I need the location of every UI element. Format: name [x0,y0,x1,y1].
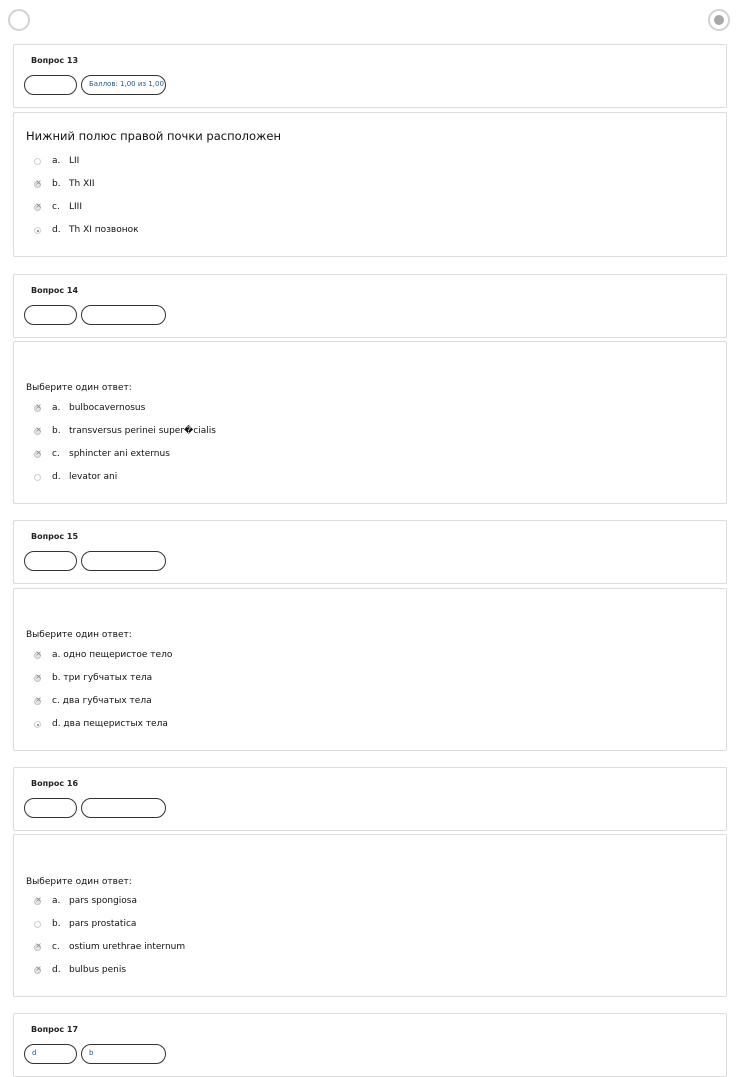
grade-pill[interactable]: d [24,1044,77,1064]
option-text: LII [69,156,80,166]
radio-button[interactable] [34,944,41,951]
score-pill[interactable]: b [81,1044,166,1064]
grade-pill[interactable] [24,798,77,818]
option-text: sphincter ani externus [69,449,170,459]
option-letter: d. [52,225,61,235]
option-letter: c. [52,449,60,459]
radio-button[interactable] [34,921,41,928]
option-letter: d. [52,472,61,482]
option-letter: b. [52,179,61,189]
question-14-info [13,274,727,338]
top-navigation [0,0,740,42]
option-text: a. одно пещеристое тело [52,650,173,660]
question-15-info [13,520,727,584]
score-pill[interactable] [81,798,166,818]
question-13-info [13,44,727,108]
question-text: Нижний полюс правой почки расположен [26,129,281,143]
answer-prompt: Выберите один ответ: [26,383,132,393]
radio-button[interactable] [34,652,41,659]
grade-pill[interactable] [24,305,77,325]
radio-button[interactable] [34,898,41,905]
radio-button[interactable] [34,474,41,481]
circle-filled-icon[interactable] [708,9,730,31]
option-text: pars spongiosa [69,896,138,906]
option-letter: d. [52,965,61,975]
option-text: transversus perinei super�cialis [69,426,216,436]
question-14-content [13,341,727,504]
question-13-content [13,112,727,257]
radio-button[interactable] [34,698,41,705]
radio-button[interactable] [34,675,41,682]
circle-outline-icon[interactable] [8,9,30,31]
option-letter: b. [52,426,61,436]
radio-button[interactable] [34,405,41,412]
option-text: Th XII [69,179,95,189]
radio-button[interactable] [34,227,41,234]
radio-button[interactable] [34,158,41,165]
radio-button[interactable] [34,204,41,211]
question-15-content [13,588,727,751]
question-number: Вопрос 14 [31,286,79,295]
option-text: pars prostatica [69,919,137,929]
radio-button[interactable] [34,428,41,435]
option-letter: c. [52,202,60,212]
option-text: bulbocavernosus [69,403,146,413]
option-text: levator ani [69,472,118,482]
radio-button[interactable] [34,721,41,728]
question-16-info [13,767,727,831]
grade-pill[interactable] [24,551,77,571]
option-text: d. два пещеристых тела [52,719,168,729]
question-number: Вопрос 15 [31,532,79,541]
question-number: Вопрос 17 [31,1025,79,1034]
answer-prompt: Выберите один ответ: [26,630,132,640]
radio-button[interactable] [34,181,41,188]
option-letter: a. [52,156,61,166]
option-letter: a. [52,403,61,413]
radio-button[interactable] [34,967,41,974]
radio-button[interactable] [34,451,41,458]
score-pill[interactable] [81,305,166,325]
option-text: b. три губчатых тела [52,673,153,683]
grade-pill[interactable] [24,75,77,95]
option-letter: a. [52,896,61,906]
question-number: Вопрос 16 [31,779,79,788]
question-17-info [13,1013,727,1077]
score-pill[interactable] [81,551,166,571]
option-text: ostium urethrae internum [69,942,186,952]
question-16-content [13,834,727,997]
option-text: bulbus penis [69,965,127,975]
answer-prompt: Выберите один ответ: [26,877,132,887]
option-text: LIII [69,202,82,212]
option-text: c. два губчатых тела [52,696,152,706]
question-number: Вопрос 13 [31,56,79,65]
score-pill[interactable]: Баллов: 1,00 из 1,00 [81,75,166,95]
option-letter: c. [52,942,60,952]
option-letter: b. [52,919,61,929]
option-text: Th XI позвонок [69,225,139,235]
